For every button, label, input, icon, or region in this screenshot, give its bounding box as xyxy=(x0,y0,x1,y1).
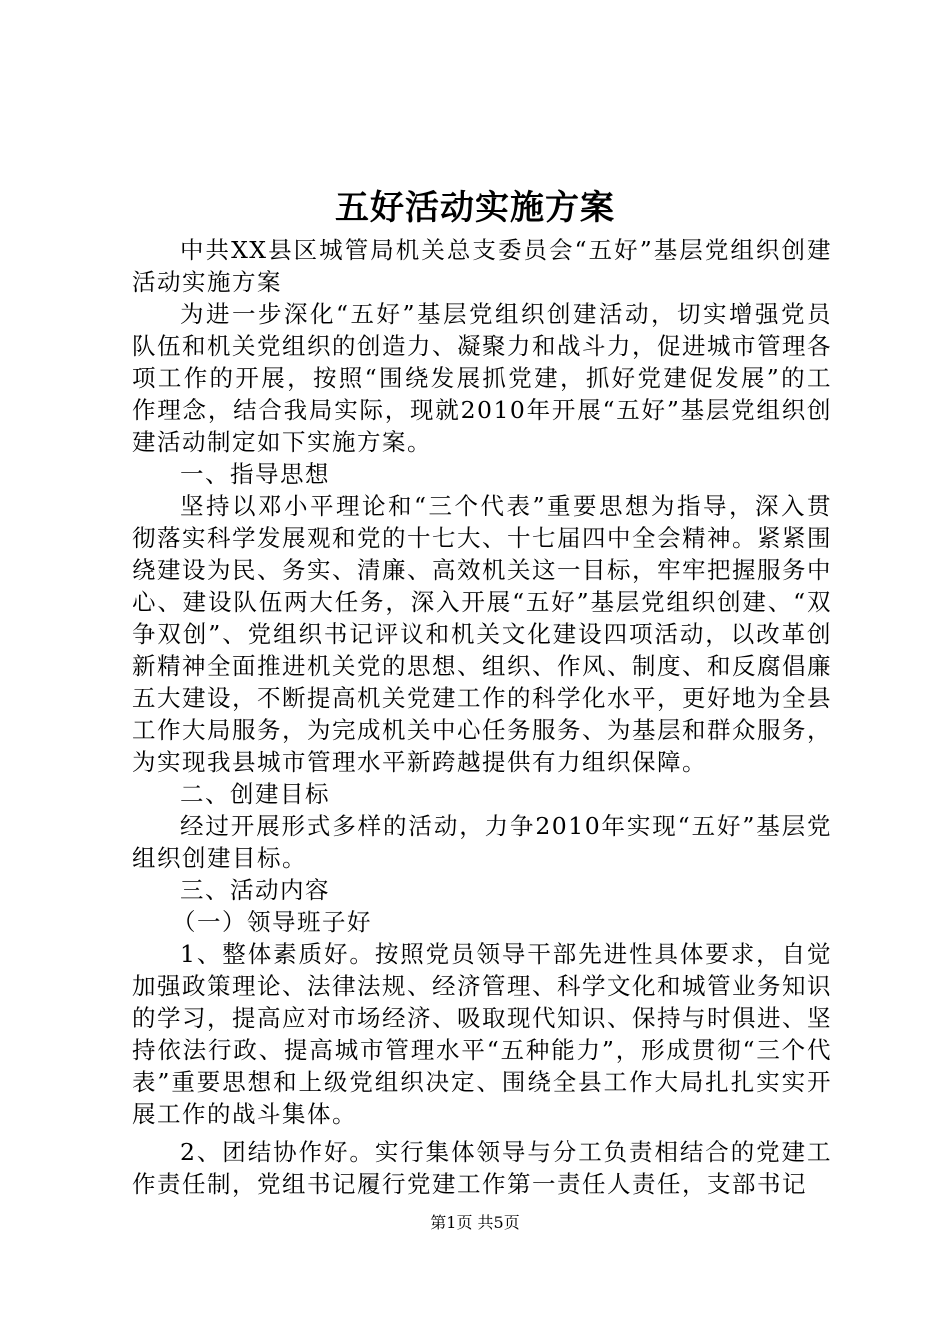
heading-leadership: （一）领导班子好 xyxy=(172,908,372,936)
heading-guiding-thought: 一、指导思想 xyxy=(180,460,330,488)
paragraph-intro: 为进一步深化“五好”基层党组织创建活动，切实增强党员队伍和机关党组织的创造力、凝聚力和战斗力，促进城市管理各项工作的开展，按照“围绕发展抓党建，抓好党建促发展”的工作理念，结合我局实际，现就2010年开展“五好”基层党组织创建活动制定如下实施方案。 xyxy=(132,300,832,456)
paragraph-teamwork: 2、团结协作好。实行集体领导与分工负责相结合的党建工作责任制，党组书记履行党建工作第一责任人责任，支部书记 xyxy=(132,1138,832,1198)
heading-activity-content: 三、活动内容 xyxy=(180,876,330,904)
page-indicator: 第1页 共5页 xyxy=(430,1213,520,1232)
heading-goal: 二、创建目标 xyxy=(180,780,330,808)
paragraph-subtitle: 中共XX县区城管局机关总支委员会“五好”基层党组织创建活动实施方案 xyxy=(132,236,832,296)
paragraph-goal: 经过开展形式多样的活动，力争2010年实现“五好”基层党组织创建目标。 xyxy=(132,812,832,872)
paragraph-guiding-thought: 坚持以邓小平理论和“三个代表”重要思想为指导，深入贯彻落实科学发展观和党的十七大、十七届四中全会精神。紧紧围绕建设为民、务实、清廉、高效机关这一目标，牢牢把握服务中心、建设队伍两大任务，深入开展“五好”基层党组织创建、“双争双创”、党组织书记评议和机关文化建设四项活动，以改革创新精神全面推进机关党的思想、组织、作风、制度、和反腐倡廉五大建设，不断提高机关党建工作的科学化水平，更好地为全县工作大局服务，为完成机关中心任务服务、为基层和群众服务，为实现我县城市管理水平新跨越提供有力组织保障。 xyxy=(132,492,832,776)
document-title: 五好活动实施方案 xyxy=(335,188,615,228)
paragraph-overall-quality: 1、整体素质好。按照党员领导干部先进性具体要求，自觉加强政策理论、法律法规、经济管理、科学文化和城管业务知识的学习，提高应对市场经济、吸取现代知识、保持与时俱进、坚持依法行政、提高城市管理水平“五种能力”，形成贯彻“三个代表”重要思想和上级党组织决定、围绕全县工作大局扎扎实实开展工作的战斗集体。 xyxy=(132,940,832,1128)
document-body xyxy=(132,234,832,1200)
